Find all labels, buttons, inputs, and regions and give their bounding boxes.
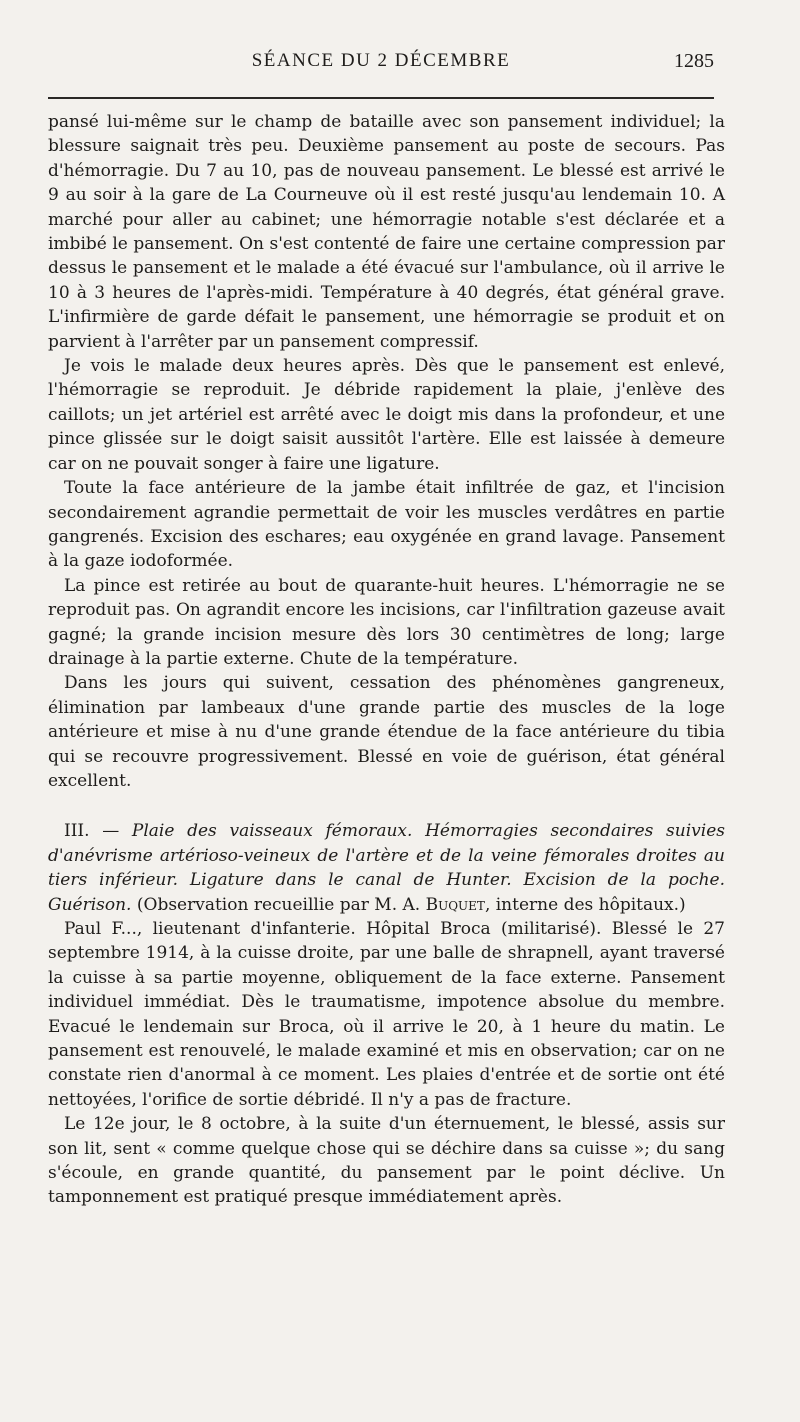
paragraph: pansé lui-même sur le champ de bataille avec son pansement individuel; la blessure saignait très peu. Deuxième pansement au poste de secours. Pas d'hémorragie. Du 7 au 10, pas de nouveau pansement. Le blessé est arrivé le 9 au soir à la gare de La Courneuve où il est resté jusqu'au lendemain 10. A marché pour aller au cabinet; une hémorragie notable s'est déclarée et a imbibé le pansement. On s'est contenté de faire une certaine compression par dessus le pansement et le malade a été évacué sur l'ambulance, où il arrive le 10 à 3 heures de l'après-midi. Température à 40 degrés, état général grave. L'infirmière de garde défait le pansement, une hémorragie se produit et on parvient à l'arrêter par un pansement compressif. <box>48 112 725 352</box>
page-number: 1285 <box>674 50 714 72</box>
paragraph: Paul F..., lieutenant d'infanterie. Hôpital Broca (militarisé). Blessé le 27 septembre 1914, à la cuisse droite, par une balle de shrapnell, ayant traversé la cuisse à sa partie moyenne, obliquement de la face externe. Pansement individuel immédiat. Dès le traumatisme, impotence absolue du membre. Evacué le lendemain sur Broca, où il arrive le 20, à 1 heure du matin. Le pansement est renouvelé, le malade examiné et mis en observation; car on ne constate rien d'anormal à ce moment. Les plaies d'entrée et de sortie ont été nettoyées, l'orifice de sortie débridé. Il n'y a pas de fracture. <box>48 919 725 1110</box>
case-heading <box>48 819 725 917</box>
paragraph: Le 12e jour, le 8 octobre, à la suite d'un éternuement, le blessé, assis sur son lit, sent « comme quelque chose qui se déchire dans sa cuisse »; du sang s'écoule, en grande quantité, du pansement par le point déclive. Un tamponnement est pratiqué presque immédiatement après. <box>48 1114 725 1208</box>
header-rule <box>48 97 714 99</box>
paragraph: Je vois le malade deux heures après. Dès que le pansement est enlevé, l'hémorragie se reproduit. Je débride rapidement la plaie, j'enlève des caillots; un jet artériel est arrêté avec le doigt mis dans la profondeur, et une pince glissée sur le doigt saisit aussitôt l'artère. Elle est laissée à demeure car on ne pouvait songer à faire une ligature. <box>48 356 725 474</box>
observation-prefix: (Observation recueillie par M. A. <box>131 894 426 915</box>
case-number: III. — <box>64 821 132 842</box>
paragraph: La pince est retirée au bout de quarante-huit heures. L'hémorragie ne se reproduit pas. On agrandit encore les incisions, car l'infiltration gazeuse avait gagné; la grande incision mesure dès lors 30 centimètres de long; large drainage à la partie externe. Chute de la température. <box>48 575 725 669</box>
section-break <box>48 793 725 819</box>
case-title: Plaie des vaisseaux fémoraux. Hémorragies secondaires suivies d'anévrisme artérioso-veineux de l'artère et de la veine fémorales droites au tiers inférieur. Ligature dans le canal de Hunter. Excision de la poche. Guérison. <box>48 821 725 915</box>
body-text <box>48 110 725 1210</box>
paragraph: Dans les jours qui suivent, cessation des phénomènes gangreneux, élimination par lambeaux d'une grande partie des muscles de la loge antérieure et mise à nu d'une grande étendue de la face antérieure du tibia qui se recouvre progressivement. Blessé en voie de guérison, état général excellent. <box>48 673 725 791</box>
observer-name: Buquet <box>425 894 485 915</box>
paragraph: Toute la face antérieure de la jambe était infiltrée de gaz, et l'incision secondairement agrandie permettait de voir les muscles verdâtres en partie gangrenés. Excision des eschares; eau oxygénée en grand lavage. Pansement à la gaze iodoformée. <box>48 478 725 572</box>
observation-suffix: , interne des hôpitaux.) <box>484 894 686 915</box>
page-header <box>48 50 714 76</box>
running-title: SÉANCE DU 2 DÉCEMBRE <box>251 50 511 71</box>
